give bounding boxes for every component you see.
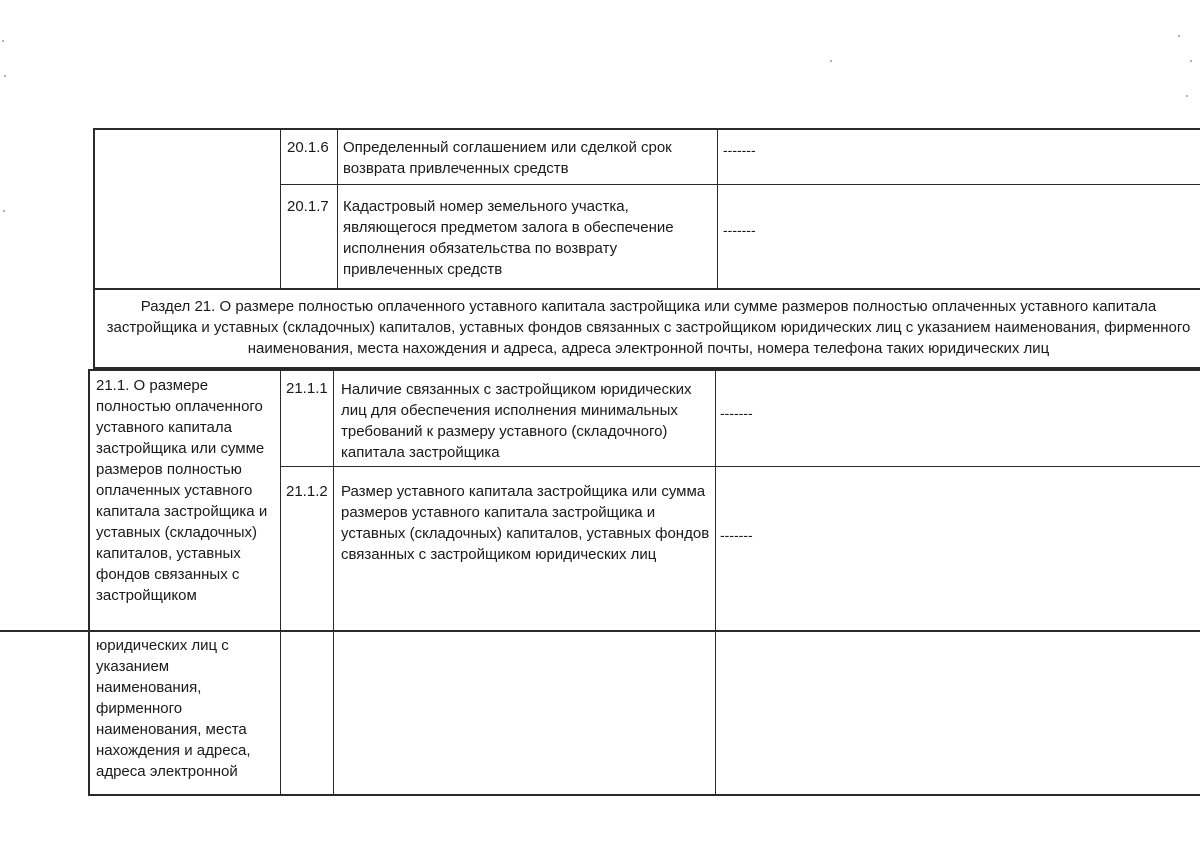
scan-speck bbox=[1190, 60, 1192, 62]
col-divider bbox=[715, 369, 716, 796]
scan-speck bbox=[1178, 35, 1180, 37]
col-divider bbox=[333, 369, 334, 796]
scan-speck bbox=[4, 75, 6, 77]
table-border-top bbox=[88, 369, 1200, 371]
group-label: 21.1. О размере полностью оплаченного уставного капитала застройщика или сумме размеров полностью оплаченных уставного капитала застройщика и уставных (складочных) капиталов, уставных фондов связанных с застройщиком bbox=[96, 377, 268, 604]
row-label: Размер уставного капитала застройщика или сумма размеров уставного капитала застройщика и уставных (складочных) капиталов, уставных фондов связанных с застройщиком юридических лиц bbox=[341, 483, 710, 563]
page-break-line bbox=[0, 630, 1200, 632]
scan-speck bbox=[3, 210, 5, 212]
scan-speck bbox=[2, 40, 4, 42]
row-value: ------- bbox=[723, 142, 756, 158]
table-border-bottom bbox=[88, 794, 1200, 796]
scan-speck bbox=[830, 60, 832, 62]
group-label-continued: юридических лиц с указанием наименования, фирменного наименования, места нахождения и адреса, адреса электронной bbox=[96, 637, 251, 780]
row-value: ------- bbox=[720, 405, 753, 421]
table-border-top bbox=[93, 128, 1200, 130]
col-divider bbox=[717, 128, 718, 290]
section-heading: Раздел 21. О размере полностью оплаченного уставного капитала застройщика или сумме размеров полностью оплаченных уставного капитала застройщика и уставных (складочных) капиталов, уставных фондов связанных с застройщиком юридических лиц с указанием наименования, фирменного наименования, места нахождения и адреса, адреса электронной почты, номера телефона таких юридических лиц bbox=[106, 298, 1191, 357]
col-divider bbox=[280, 128, 281, 290]
section-border-left bbox=[93, 288, 95, 368]
row-label: Кадастровый номер земельного участка, являющегося предметом залога в обеспечение исполнения обязательства по возврату привлеченных средств bbox=[343, 198, 674, 278]
row-number: 20.1.6 bbox=[287, 139, 329, 156]
scan-speck bbox=[1186, 95, 1188, 97]
col-divider bbox=[88, 369, 90, 796]
row-value: ------- bbox=[723, 222, 756, 238]
row-divider bbox=[280, 184, 1200, 185]
row-divider bbox=[280, 466, 1200, 467]
row-label: Определенный соглашением или сделкой срок возврата привлеченных средств bbox=[343, 139, 672, 177]
table-border-bottom bbox=[93, 288, 1200, 290]
col-divider bbox=[337, 128, 338, 290]
row-value: ------- bbox=[720, 527, 753, 543]
row-number: 21.1.2 bbox=[286, 483, 328, 500]
row-number: 20.1.7 bbox=[287, 198, 329, 215]
col-divider bbox=[93, 128, 95, 290]
row-label: Наличие связанных с застройщиком юридических лиц для обеспечения исполнения минимальных требований к размеру уставного (складочного) капитала застройщика bbox=[341, 381, 692, 461]
row-number: 21.1.1 bbox=[286, 380, 328, 397]
